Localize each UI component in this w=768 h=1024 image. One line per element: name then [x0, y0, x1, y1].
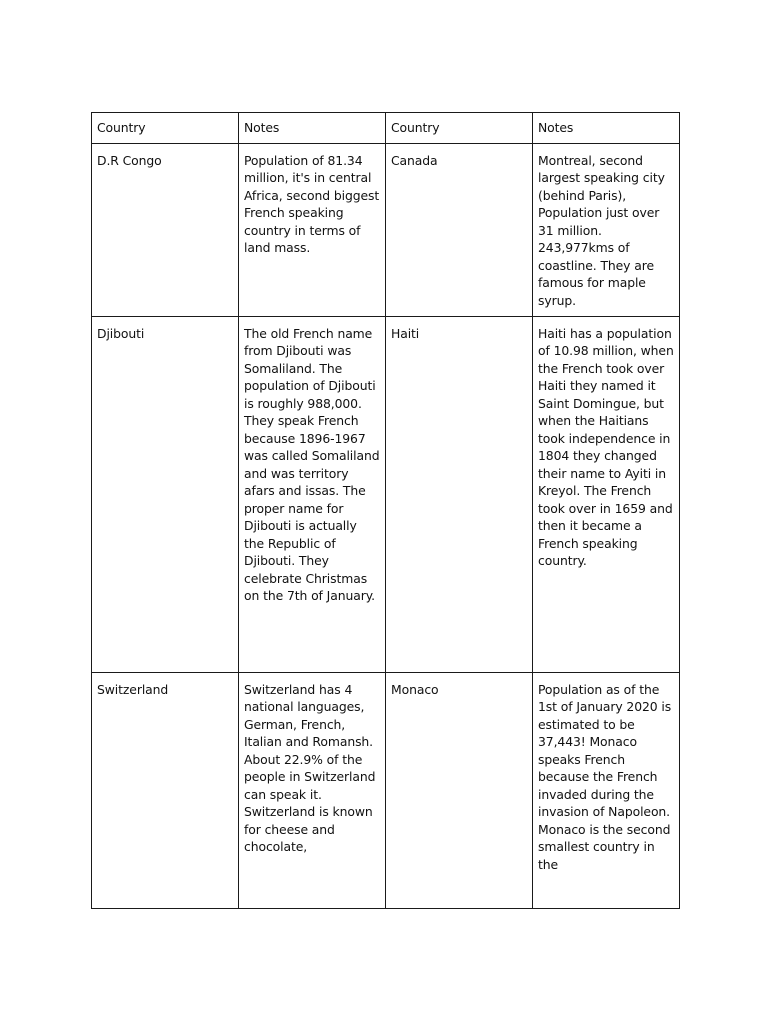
table-row: [92, 143, 680, 316]
country-cell: [92, 143, 239, 316]
country-name: Haiti: [391, 325, 420, 341]
table-header-row: [92, 113, 680, 144]
country-notes: Montreal, second largest speaking city (behind Paris), Population just over 31 million. 243,977kms of coastline. They are famous for maple syrup.: [538, 152, 665, 308]
notes-cell: [533, 672, 680, 908]
header-label: Country: [391, 120, 440, 135]
notes-cell: [239, 316, 386, 672]
country-cell: [386, 316, 533, 672]
header-label: Country: [97, 120, 146, 135]
country-name: Djibouti: [97, 325, 145, 341]
notes-cell: [533, 316, 680, 672]
country-name: Switzerland: [97, 681, 169, 697]
country-name: D.R Congo: [97, 152, 162, 168]
country-notes: The old French name from Djibouti was Somaliland. The population of Djibouti is roughly 988,000. They speak French because 1896-1967 was called Somaliland and was territory afars and issas. The proper name for Djibouti is actually the Republic of Djibouti. They celebrate Christmas on the 7th of January.: [244, 325, 380, 603]
country-cell: [92, 672, 239, 908]
header-cell-notes-right: [533, 113, 680, 144]
header-cell-country-left: [92, 113, 239, 144]
header-label: Notes: [244, 120, 280, 135]
country-notes: Population of 81.34 million, it's in central Africa, second biggest French speaking country in terms of land mass.: [244, 152, 380, 255]
country-cell: [92, 316, 239, 672]
header-cell-notes-left: [239, 113, 386, 144]
country-notes: Haiti has a population of 10.98 million, when the French took over Haiti they named it Saint Domingue, but when the Haitians took independence in 1804 they changed their name to Ayiti in Kreyol. The French took over in 1659 and then it became a French speaking country.: [538, 325, 674, 568]
notes-cell: [239, 672, 386, 908]
table-row: [92, 316, 680, 672]
header-label: Notes: [538, 120, 574, 135]
notes-cell: [533, 143, 680, 316]
country-name: Canada: [391, 152, 438, 168]
notes-cell: [239, 143, 386, 316]
table-row: [92, 672, 680, 908]
country-notes: Population as of the 1st of January 2020 is estimated to be 37,443! Monaco speaks French because the French invaded during the invasion of Napoleon. Monaco is the second smallest country in the: [538, 681, 672, 872]
country-notes: Switzerland has 4 national languages, German, French, Italian and Romansh. About 22.9% of the people in Switzerland can speak it. Switzerland is known for cheese and chocolate,: [244, 681, 376, 854]
country-cell: [386, 672, 533, 908]
countries-notes-table: [91, 112, 680, 909]
country-name: Monaco: [391, 681, 439, 697]
country-cell: [386, 143, 533, 316]
header-cell-country-right: [386, 113, 533, 144]
